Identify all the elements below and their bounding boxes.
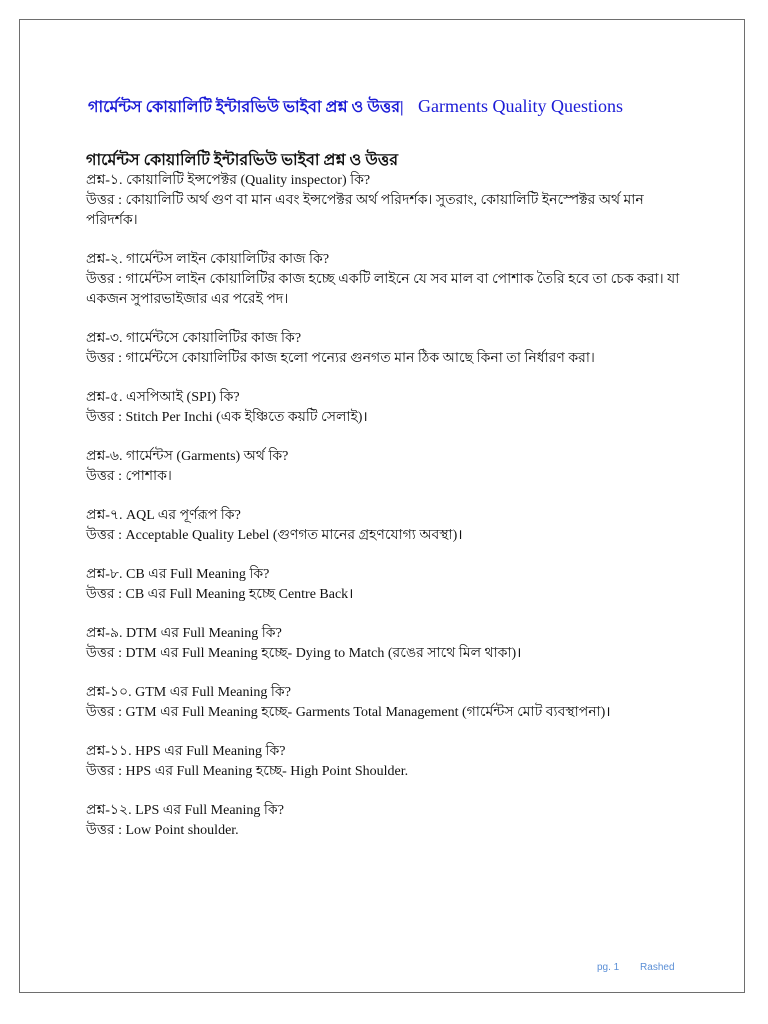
title-bangla: গার্মেন্টস কোয়ালিটি ইন্টারভিউ ভাইবা প্রশ্ন ও উত্তর|	[88, 99, 404, 116]
qa-item	[86, 801, 696, 841]
qa-item	[86, 506, 696, 546]
qa-item	[86, 171, 696, 231]
question: প্রশ্ন-১. কোয়ালিটি ইন্সপেক্টর (Quality inspector) কি?	[86, 173, 371, 188]
answer: উত্তর : Stitch Per Inchi (এক ইঞ্চিতে কয়টি সেলাই)।	[86, 410, 368, 425]
answer: উত্তর : GTM এর Full Meaning হচ্ছে- Garments Total Management (গার্মেন্টস মোট ব্যবস্থাপনা)।	[86, 705, 611, 720]
question: প্রশ্ন-৮. CB এর Full Meaning কি?	[86, 567, 270, 582]
answer: উত্তর : গার্মেন্টস লাইন কোয়ালিটির কাজ হচ্ছে একটি লাইনে যে সব মাল বা পোশাক তৈরি হবে তা চেক করা। যা একজন সুপারভাইজার এর পরেই পদ।	[86, 272, 680, 307]
question: প্রশ্ন-৯. DTM এর Full Meaning কি?	[86, 626, 282, 641]
question: প্রশ্ন-৫. এসপিআই (SPI) কি?	[86, 390, 240, 405]
answer: উত্তর : Acceptable Quality Lebel (গুণগত মানের গ্রহণযোগ্য অবস্থা)।	[86, 528, 463, 543]
qa-item	[86, 624, 696, 664]
answer: উত্তর : HPS এর Full Meaning হচ্ছে- High Point Shoulder.	[86, 764, 409, 779]
answer: উত্তর : Low Point shoulder.	[86, 823, 239, 838]
section-heading: গার্মেন্টস কোয়ালিটি ইন্টারভিউ ভাইবা প্রশ্ন ও উত্তর	[86, 152, 399, 169]
question: প্রশ্ন-৭. AQL এর পূর্ণরূপ কি?	[86, 508, 241, 523]
page-number: pg. 1	[597, 962, 620, 973]
answer: উত্তর : CB এর Full Meaning হচ্ছে Centre Back।	[86, 587, 354, 602]
footer-author: Rashed	[640, 962, 675, 973]
question: প্রশ্ন-১০. GTM এর Full Meaning কি?	[86, 685, 291, 700]
page-footer	[597, 962, 675, 973]
document-body	[86, 150, 696, 860]
answer: উত্তর : পোশাক।	[86, 469, 172, 484]
question: প্রশ্ন-১১. HPS এর Full Meaning কি?	[86, 744, 286, 759]
answer: উত্তর : গার্মেন্টসে কোয়ালিটির কাজ হলো পন্যের গুনগত মান ঠিক আছে কিনা তা নির্ধারণ করা।	[86, 351, 595, 366]
qa-item	[86, 329, 696, 369]
qa-item	[86, 250, 696, 310]
question: প্রশ্ন-৩. গার্মেন্টসে কোয়ালিটির কাজ কি?	[86, 331, 302, 346]
title-english: Garments Quality Questions	[418, 96, 624, 116]
question: প্রশ্ন-৬. গার্মেন্টস (Garments) অর্থ কি?	[86, 449, 289, 464]
qa-item	[86, 683, 696, 723]
qa-item	[86, 742, 696, 782]
document-title	[88, 94, 708, 121]
qa-item	[86, 388, 696, 428]
question: প্রশ্ন-১২. LPS এর Full Meaning কি?	[86, 803, 284, 818]
question: প্রশ্ন-২. গার্মেন্টস লাইন কোয়ালিটির কাজ কি?	[86, 252, 330, 267]
qa-item	[86, 447, 696, 487]
answer: উত্তর : DTM এর Full Meaning হচ্ছে- Dying to Match (রঙের সাথে মিল থাকা)।	[86, 646, 522, 661]
qa-item	[86, 565, 696, 605]
answer: উত্তর : কোয়ালিটি অর্থ গুণ বা মান এবং ইন্সপেক্টর অর্থ পরিদর্শক। সুতরাং, কোয়ালিটি ইনস্পেক্টর অর্থ মান পরিদর্শক।	[86, 193, 644, 228]
